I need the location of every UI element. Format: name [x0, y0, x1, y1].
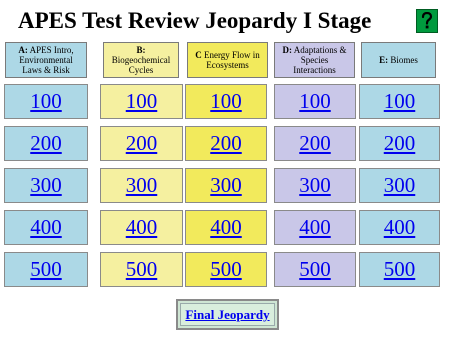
category-e-line1: Biomes: [390, 55, 418, 65]
cell-c-500[interactable]: 500: [185, 252, 267, 287]
cell-c-400[interactable]: 400: [185, 210, 267, 245]
cell-d-300[interactable]: 300: [274, 168, 356, 203]
cell-d-100[interactable]: 100: [274, 84, 356, 119]
category-b-prefix: B:: [136, 45, 146, 55]
cell-a-200[interactable]: 200: [4, 126, 88, 161]
cell-c-300[interactable]: 300: [185, 168, 267, 203]
question-mark-icon: [420, 12, 434, 30]
cell-d-400[interactable]: 400: [274, 210, 356, 245]
cell-e-500[interactable]: 500: [359, 252, 440, 287]
cell-a-500[interactable]: 500: [4, 252, 88, 287]
category-c-line1: Energy Flow in: [203, 50, 260, 60]
category-e-prefix: E:: [379, 55, 389, 65]
category-a-line1: APES Intro,: [29, 45, 74, 55]
category-d-line1: Adaptations &: [293, 45, 347, 55]
category-a-header: [5, 42, 87, 78]
cell-e-200[interactable]: 200: [359, 126, 440, 161]
cell-b-500[interactable]: 500: [100, 252, 183, 287]
cell-a-300[interactable]: 300: [4, 168, 88, 203]
category-b-header: [103, 42, 179, 78]
help-button[interactable]: [416, 9, 438, 33]
category-c-prefix: C: [195, 50, 202, 60]
category-d-prefix: D:: [282, 45, 292, 55]
final-jeopardy-button[interactable]: [176, 299, 279, 330]
cell-c-100[interactable]: 100: [185, 84, 267, 119]
category-b-line3: Cycles: [128, 65, 154, 75]
cell-b-200[interactable]: 200: [100, 126, 183, 161]
cell-a-100[interactable]: 100: [4, 84, 88, 119]
category-d-header: [274, 42, 355, 78]
category-a-prefix: A:: [18, 45, 28, 55]
category-a-line2: Environmental: [19, 55, 73, 65]
final-jeopardy-label[interactable]: Final Jeopardy: [180, 303, 275, 326]
cell-e-300[interactable]: 300: [359, 168, 440, 203]
category-e-header: [361, 42, 436, 78]
cell-a-400[interactable]: 400: [4, 210, 88, 245]
page-title: APES Test Review Jeopardy I Stage: [18, 8, 372, 33]
category-c-header: [187, 42, 268, 78]
cell-b-100[interactable]: 100: [100, 84, 183, 119]
cell-d-200[interactable]: 200: [274, 126, 356, 161]
category-d-line2: Species: [300, 55, 329, 65]
cell-b-300[interactable]: 300: [100, 168, 183, 203]
category-b-line2: Biogeochemical: [111, 55, 171, 65]
cell-b-400[interactable]: 400: [100, 210, 183, 245]
cell-e-100[interactable]: 100: [359, 84, 440, 119]
category-c-line2: Ecosystems: [206, 60, 249, 70]
cell-c-200[interactable]: 200: [185, 126, 267, 161]
cell-e-400[interactable]: 400: [359, 210, 440, 245]
category-a-line3: Laws & Risk: [22, 65, 70, 75]
category-d-line3: Interactions: [293, 65, 336, 75]
cell-d-500[interactable]: 500: [274, 252, 356, 287]
